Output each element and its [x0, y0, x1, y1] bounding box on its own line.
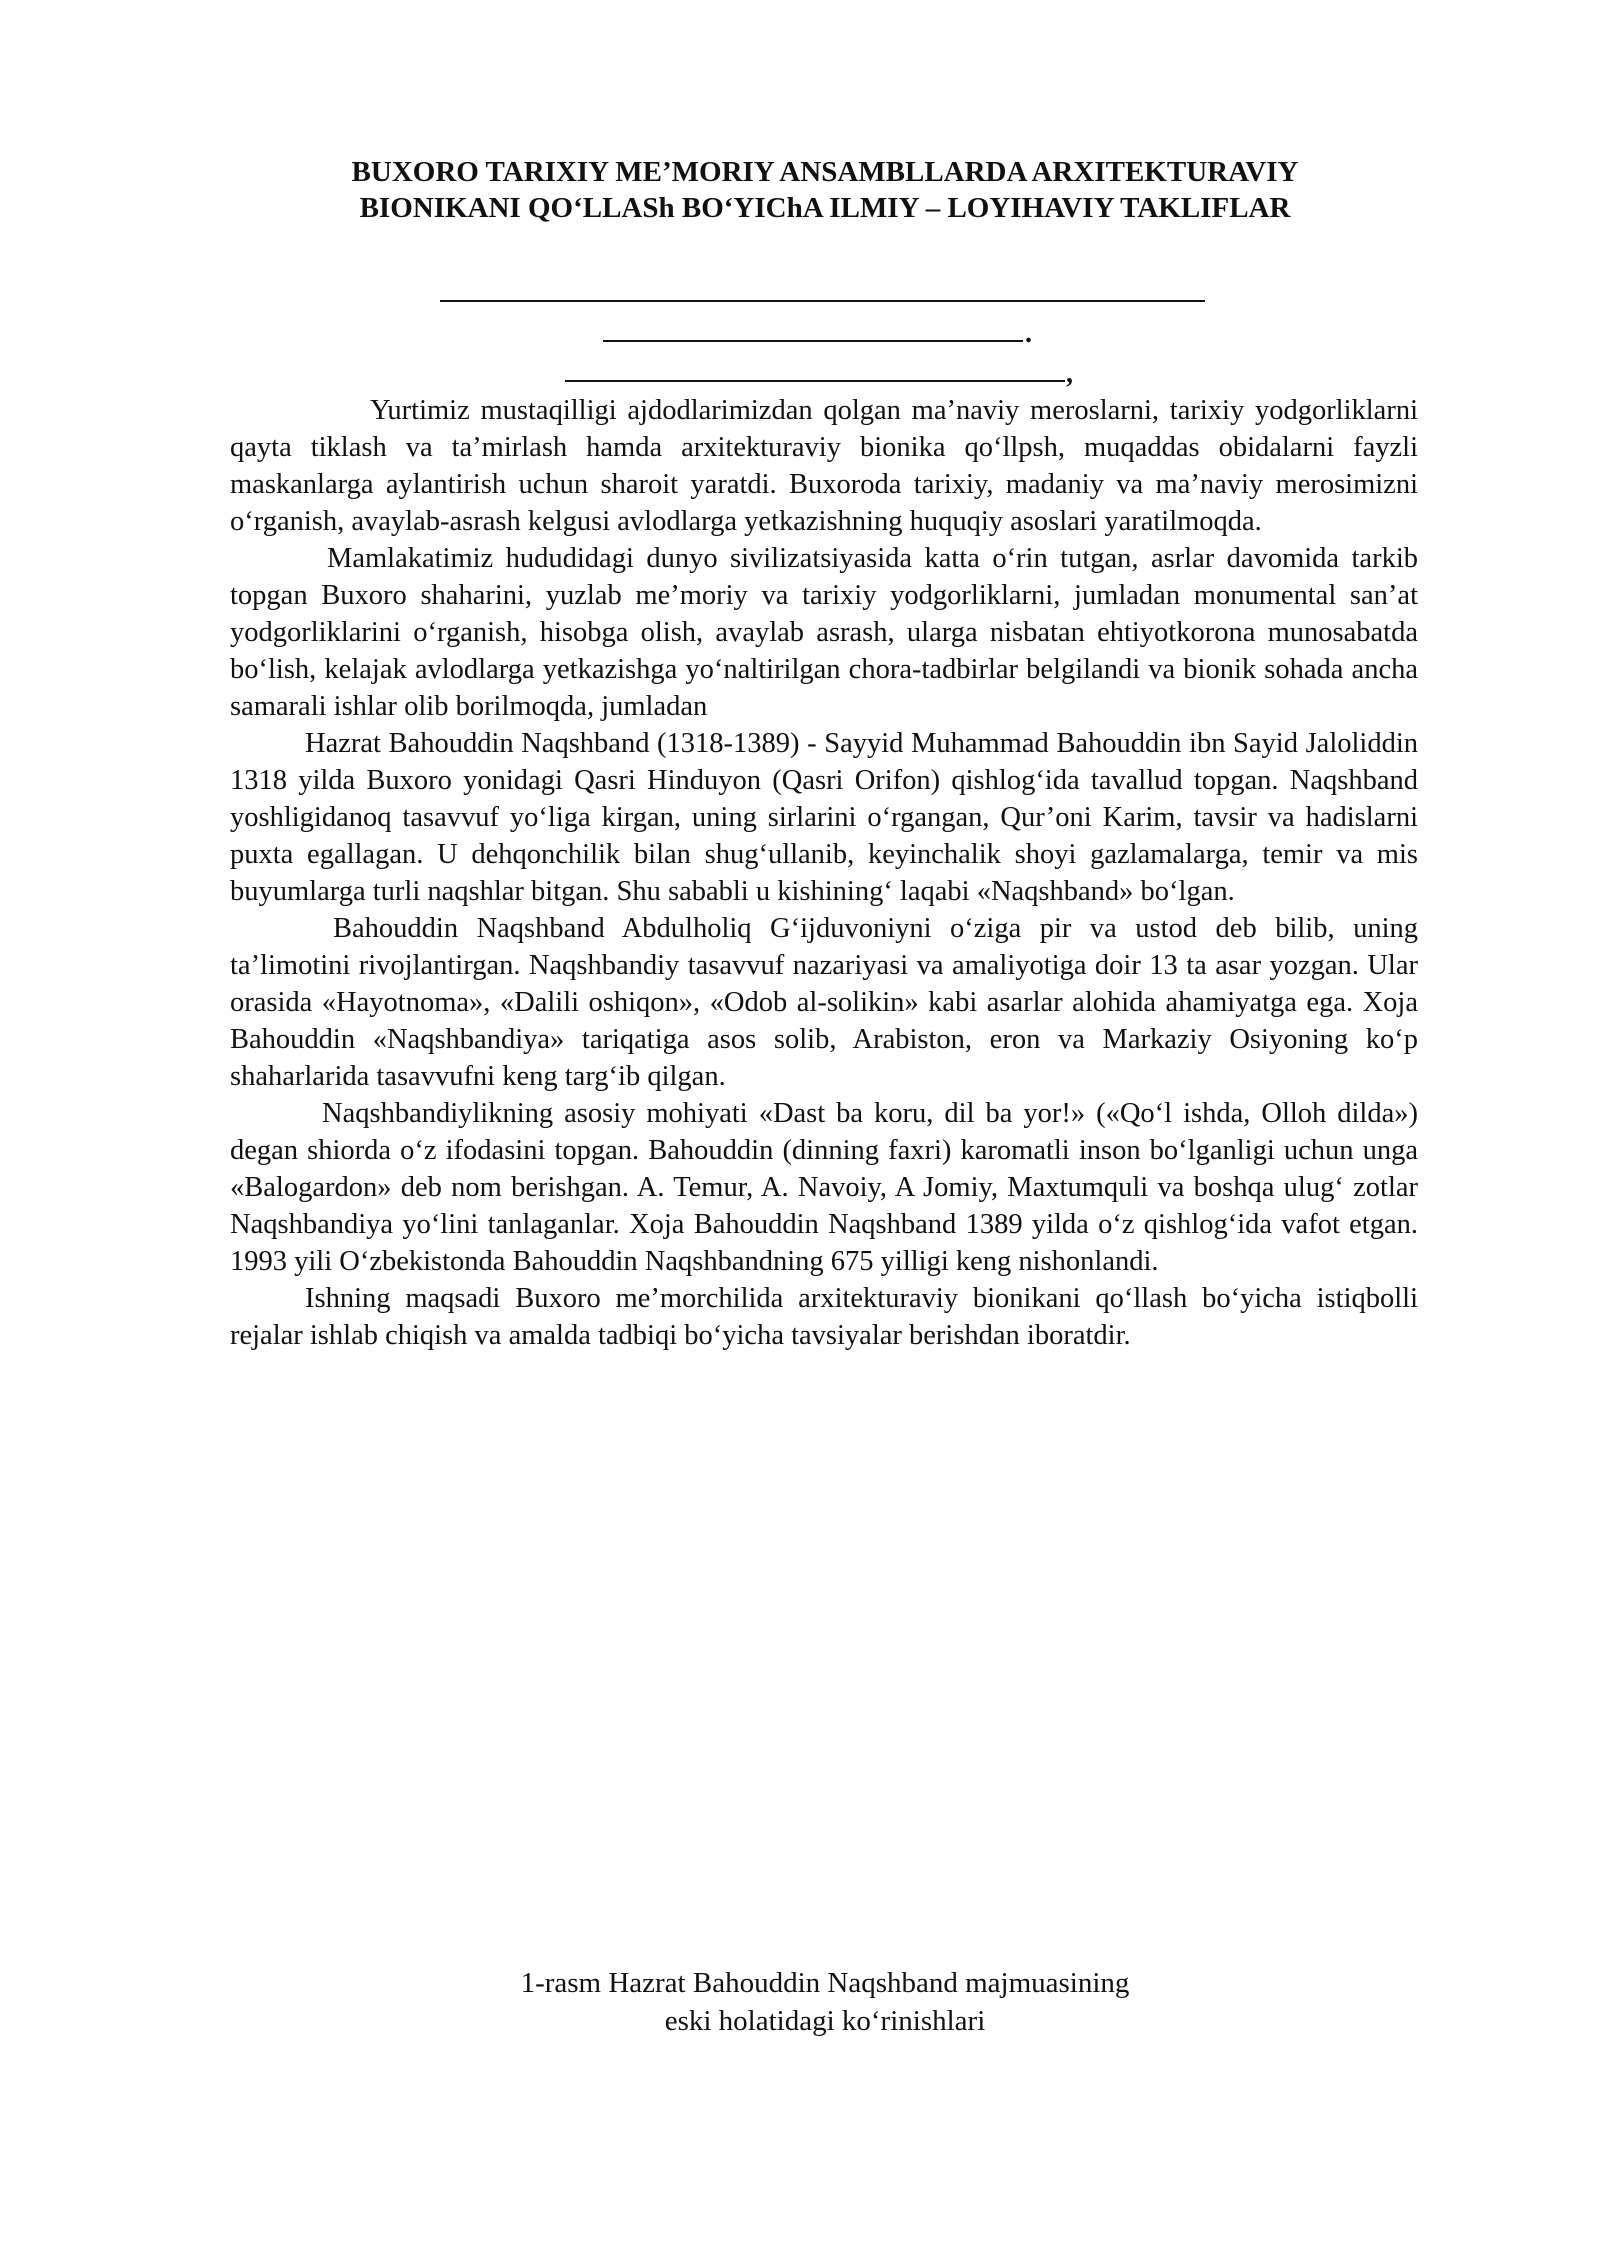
document-title: [200, 154, 1450, 226]
author-line-3-suffix: ,: [1066, 358, 1073, 389]
caption-line-1: 1-rasm Hazrat Bahouddin Naqshband majmuasining: [520, 1967, 1130, 1999]
body-paragraph: Ishning maqsadi Buxoro me’morchilida arxitekturaviy bionikani qo‘llash bo‘yicha istiqbolli rejalar ishlab chiqish va amalda tadbiqi bo‘yicha tavsiyalar berishdan iboratdir.: [230, 1283, 1418, 1351]
body-paragraph: Hazrat Bahouddin Naqshband (1318-1389) - Sayyid Muhammad Bahouddin ibn Sayid Jaloliddin 1318 yilda Buxoro yonidagi Qasri Hinduyon (Qasri Orifon) qishlog‘ida tavallud topgan. Naqshband yoshligidanoq tasavvuf yo‘liga kirgan, uning sirlarini o‘rgangan, Qur’oni Karim, tavsir va hadislarni puxta egallagan. U dehqonchilik bilan shug‘ullanib, keyinchalik shoyi gazlamalarga, temir va mis buyumlarga turli naqshlar bitgan. Shu sababli u kishining‘ laqabi «Naqshband» bo‘lgan.: [230, 728, 1418, 907]
author-blank-line-1: [440, 300, 1205, 302]
caption-line-2: eski holatidagi ko‘rinishlari: [664, 2005, 986, 2037]
body-paragraph: Yurtimiz mustaqilligi ajdodlarimizdan qolgan ma’naviy meroslarni, tarixiy yodgorliklarni qayta tiklash va ta’mirlash hamda arxitekturaviy bionika qo‘llpsh, muqaddas obidalarni fayzli maskanlarga aylantirish uchun sharoit yaratdi. Buxoroda tarixiy, madaniy va ma’naviy merosimizni o‘rganish, avaylab-asrash kelgusi avlodlarga yetkazishning huquqiy asoslari yaratilmoqda.: [230, 395, 1418, 537]
body-paragraph: Mamlakatimiz hududidagi dunyo sivilizatsiyasida katta o‘rin tutgan, asrlar davomida tarkib topgan Buxoro shaharini, yuzlab me’moriy va tarixiy yodgorliklarni, jumladan monumental san’at yodgorliklarini o‘rganish, hisobga olish, avaylab asrash, ularga nisbatan ehtiyotkorona munosabatda bo‘lish, kelajak avlodlarga yetkazishga yo‘naltirilgan chora-tadbirlar belgilandi va bionik sohada ancha samarali ishlar olib borilmoqda, jumladan: [230, 543, 1418, 722]
figure-caption: [300, 1964, 1350, 2040]
author-line-2-suffix: .: [1025, 318, 1032, 349]
author-blank-line-3: [565, 380, 1065, 382]
title-line-1: BUXORO TARIXIY ME’MORIY ANSAMBLLARDA ARXITEKTURAVIY: [351, 156, 1299, 188]
body-paragraph: Naqshbandiylikning asosiy mohiyati «Dast ba koru, dil ba yor!» («Qo‘l ishda, Olloh dilda») degan shiorda o‘z ifodasini topgan. Bahouddin (dinning faxri) karomatli inson bo‘lganligi uchun unga «Balogardon» deb nom berishgan. A. Temur, A. Navoiy, A Jomiy, Maxtumquli va boshqa ulug‘ zotlar Naqshbandiya yo‘lini tanlaganlar. Xoja Bahouddin Naqshband 1389 yilda o‘z qishlog‘ida vafot etgan. 1993 yili O‘zbekistonda Bahouddin Naqshbandning 675 yilligi keng nishonlandi.: [230, 1098, 1418, 1277]
title-line-2: BIONIKANI QO‘LLASh BO‘YIChA ILMIY – LOYIHAVIY TAKLIFLAR: [359, 192, 1291, 224]
body-paragraph: Bahouddin Naqshband Abdulholiq G‘ijduvoniyni o‘ziga pir va ustod deb bilib, uning ta’limotini rivojlantirgan. Naqshbandiy tasavvuf nazariyasi va amaliyotiga doir 13 ta asar yozgan. Ular orasida «Hayotnoma», «Dalili oshiqon», «Odob al-solikin» kabi asarlar alohida ahamiyatga ega. Xoja Bahouddin «Naqshbandiya» tariqatiga asos solib, Arabiston, eron va Markaziy Osiyoning ko‘p shaharlarida tasavvufni keng targ‘ib qilgan.: [230, 913, 1418, 1092]
body-text: [230, 392, 1418, 1354]
author-blank-line-2: [603, 340, 1023, 342]
